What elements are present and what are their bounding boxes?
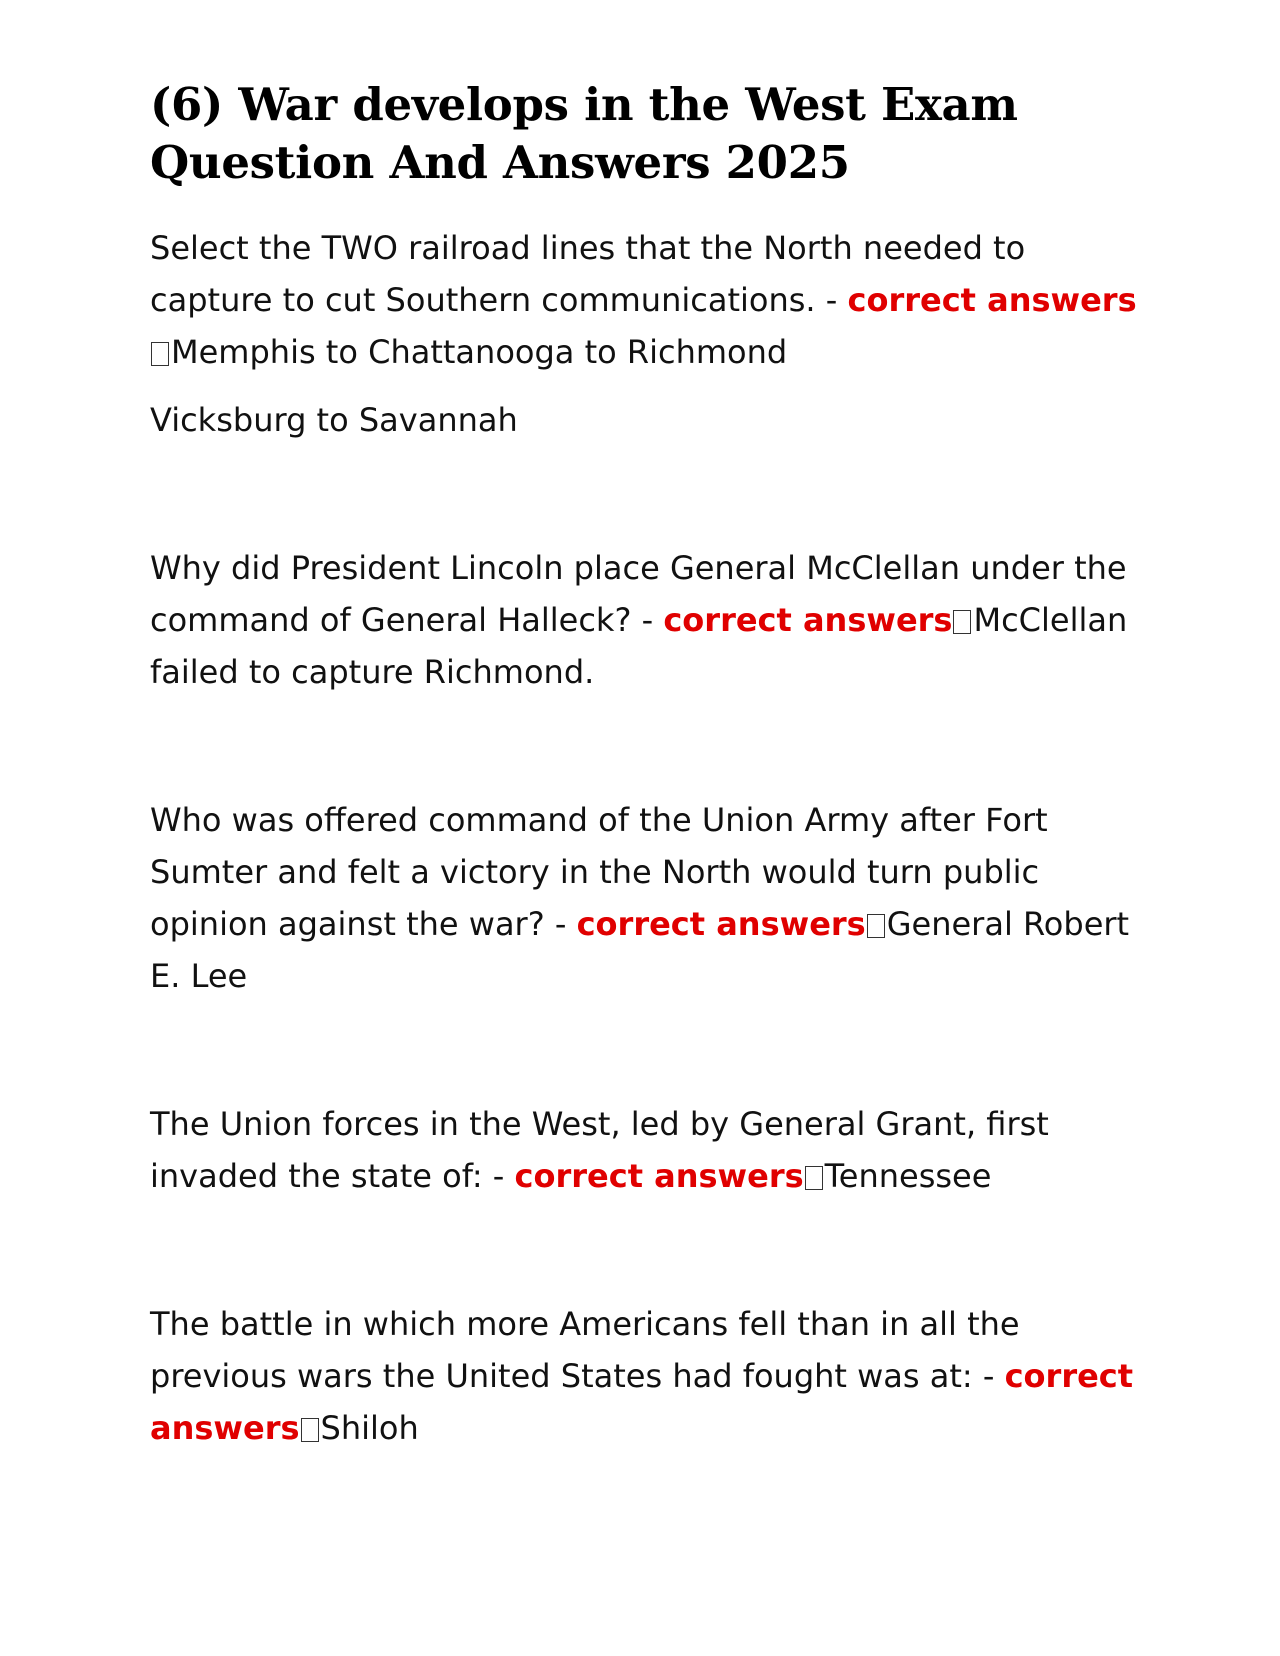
question-text: Select the TWO railroad lines that the North needed to capture to cut Southern communications. - <box>150 229 1026 319</box>
correct-answers-label: correct answers <box>150 1357 1134 1447</box>
document-page <box>150 76 1140 1454</box>
answer-text: Shiloh <box>320 1409 419 1447</box>
question-text: The Union forces in the West, led by General Grant, first invaded the state of: - <box>150 1105 1049 1195</box>
correct-answers-label: correct answers <box>514 1157 804 1195</box>
missing-glyph-icon <box>805 1166 823 1190</box>
qa-text <box>150 1298 1140 1454</box>
answer-text: Tennessee <box>824 1157 992 1195</box>
qa-text <box>150 542 1140 698</box>
answer-text: Memphis to Chattanooga to Richmond <box>171 333 788 371</box>
qa-item <box>150 1098 1140 1202</box>
correct-answers-label: correct answers <box>576 905 866 943</box>
qa-item <box>150 222 1140 446</box>
qa-item <box>150 794 1140 1002</box>
question-text: The battle in which more Americans fell than in all the previous wars the United States had fought was at: - <box>150 1305 1020 1395</box>
document-title: (6) War develops in the West Exam Question And Answers 2025 <box>150 78 1018 189</box>
answer-extra-text: Vicksburg to Savannah <box>150 401 518 439</box>
missing-glyph-icon <box>953 610 971 634</box>
qa-text <box>150 1098 1140 1202</box>
correct-answers-label: correct answers <box>663 601 953 639</box>
qa-item <box>150 542 1140 698</box>
missing-glyph-icon <box>867 914 885 938</box>
correct-answers-label: correct answers <box>847 281 1137 319</box>
missing-glyph-icon <box>151 342 169 366</box>
qa-text <box>150 222 1140 378</box>
answer-text: General Robert E. Lee <box>150 905 1130 995</box>
question-text: Why did President Lincoln place General McClellan under the command of General Halleck? - <box>150 549 1127 639</box>
qa-item <box>150 1298 1140 1454</box>
missing-glyph-icon <box>301 1418 319 1442</box>
answer-text: McClellan failed to capture Richmond. <box>150 601 1128 691</box>
question-text: Who was offered command of the Union Army after Fort Sumter and felt a victory in the North would turn public opinion against the war? - <box>150 801 1048 943</box>
qa-text <box>150 794 1140 1002</box>
